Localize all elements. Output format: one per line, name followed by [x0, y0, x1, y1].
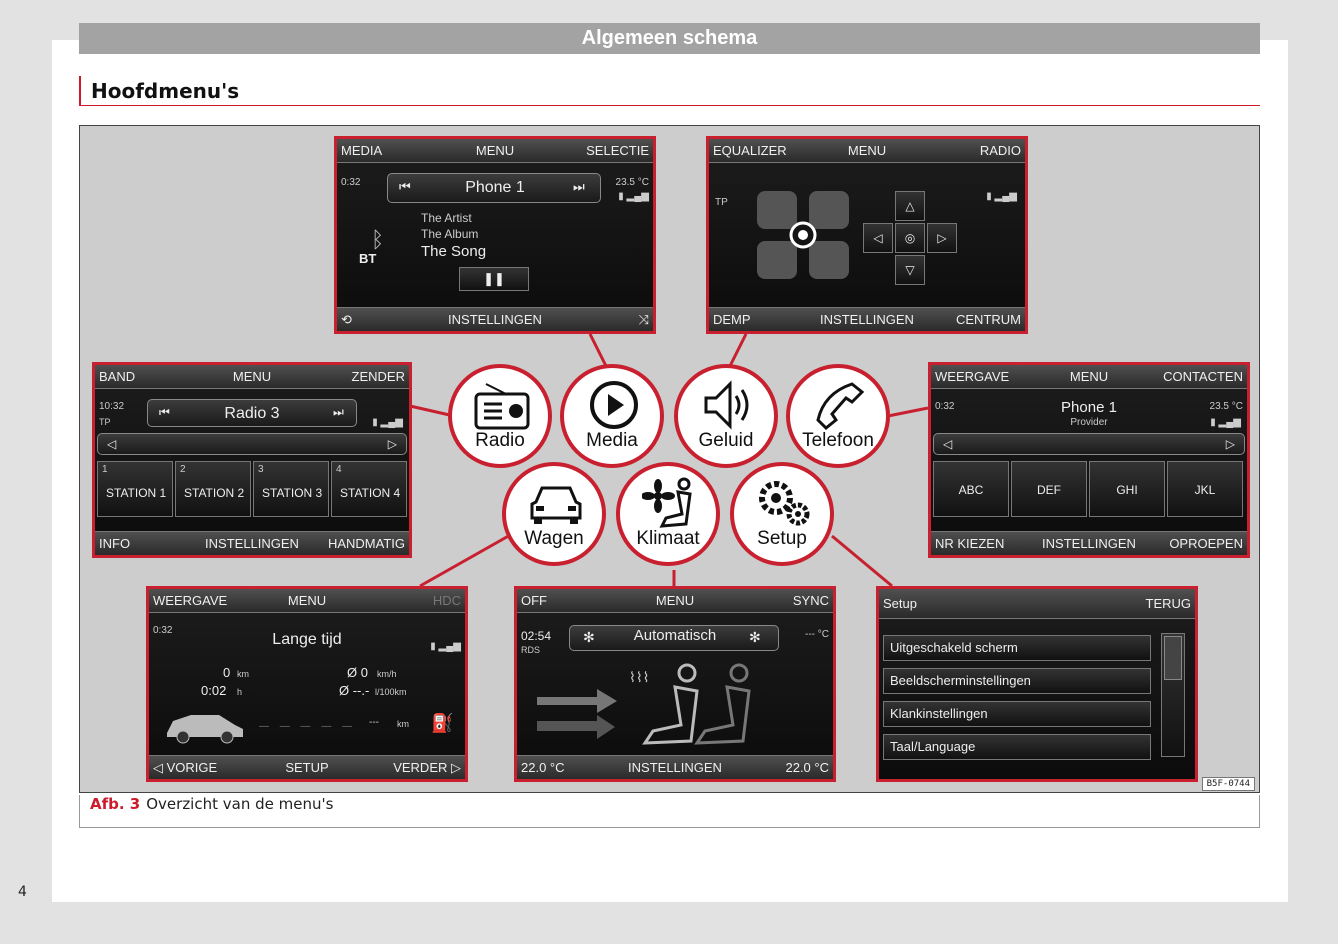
settings-button[interactable]: INSTELLINGEN [448, 312, 542, 327]
gears-icon [756, 476, 812, 530]
signal-icon: ▮ ▂▄▆ [430, 641, 461, 652]
album: The Album [421, 227, 479, 241]
distance-value: 0 [223, 665, 231, 680]
menu-tab[interactable]: MENU [232, 369, 272, 384]
telefoon-menu-button[interactable] [786, 364, 890, 468]
center-button[interactable]: ◎ [895, 223, 925, 253]
oproepen-button[interactable]: OPROEPEN [1169, 536, 1243, 551]
station-name: Radio 3 [224, 405, 280, 422]
klimaat-label: Klimaat [636, 528, 700, 549]
settings-button[interactable]: INSTELLINGEN [820, 312, 914, 327]
figure-code: B5F-0744 [1202, 777, 1255, 791]
radio-menu-button[interactable] [448, 364, 552, 468]
rds-label: RDS [521, 645, 541, 655]
settings-button[interactable]: INSTELLINGEN [205, 536, 299, 551]
section-title: Hoofdmenu's [79, 76, 1260, 106]
zender-tab[interactable]: ZENDER [351, 369, 405, 384]
demp-button[interactable]: DEMP [713, 312, 751, 327]
previous-button[interactable]: ◁ VORIGE [153, 760, 218, 775]
song: The Song [421, 243, 487, 260]
menu-tab[interactable]: MENU [847, 143, 887, 158]
radio-icon [474, 378, 530, 432]
phone-name: Phone 1 [1061, 399, 1117, 416]
speed-unit: km/h [377, 669, 397, 679]
contact-group-button[interactable]: DEF [1011, 461, 1087, 517]
setup-item[interactable]: Beeldscherminstellingen [883, 668, 1151, 694]
contact-scroll-bar[interactable] [933, 433, 1245, 455]
contacten-tab[interactable]: CONTACTEN [1163, 369, 1243, 384]
media-screen [334, 136, 656, 334]
back-button[interactable]: TERUG [1145, 596, 1191, 611]
source-label: BT [359, 251, 377, 266]
preset-button[interactable]: 1 STATION 1 [97, 461, 173, 517]
setup-button[interactable]: SETUP [285, 760, 329, 775]
page-number: 4 [18, 884, 27, 900]
range-value: --- [369, 717, 379, 728]
consumption-unit: l/100km [375, 687, 407, 697]
setup-item[interactable]: Taal/Language [883, 734, 1151, 760]
menu-tab[interactable]: MENU [1069, 369, 1109, 384]
setup-item[interactable]: Klankinstellingen [883, 701, 1151, 727]
repeat-icon[interactable]: ⟲ [341, 312, 352, 327]
avg-speed-value: Ø 0 [347, 665, 368, 680]
duration-value: 0:02 [201, 683, 227, 698]
outside-temp: 23.5 °C [615, 177, 649, 188]
preset-scroll-bar[interactable] [97, 433, 407, 455]
car-icon [163, 707, 247, 745]
outside-temp: --- °C [805, 629, 829, 640]
media-menu-button[interactable] [560, 364, 664, 468]
nr-kiezen-button[interactable]: NR KIEZEN [935, 536, 1005, 551]
radio-screen [92, 362, 412, 558]
consumption-value: Ø --.- [339, 683, 370, 698]
centrum-button[interactable]: CENTRUM [956, 312, 1021, 327]
handmatig-button[interactable]: HANDMATIG [327, 536, 405, 551]
preset-button[interactable]: 3 STATION 3 [253, 461, 329, 517]
clock: 10:32 [99, 401, 125, 412]
setup-title: Setup [883, 596, 917, 611]
figure-caption [79, 795, 1260, 828]
menu-tab[interactable]: MENU [655, 593, 695, 608]
clock: 02:54 [521, 629, 552, 643]
signal-icon: ▮ ▂▄▆ [986, 191, 1017, 202]
play-icon [586, 378, 642, 432]
klimaat-menu-button[interactable] [616, 462, 720, 566]
preset-button[interactable]: 4 STATION 4 [331, 461, 407, 517]
equalizer-tab[interactable]: EQUALIZER [713, 143, 787, 158]
wagen-menu-button[interactable] [502, 462, 606, 566]
band-tab[interactable]: BAND [99, 369, 136, 384]
settings-button[interactable]: INSTELLINGEN [1042, 536, 1136, 551]
next-icon[interactable]: ⏭ [573, 179, 585, 194]
signal-icon: ▮ ▂▄▆ [1210, 417, 1241, 428]
caption-text: Overzicht van de menu's [146, 795, 334, 813]
radio-label: Radio [475, 430, 525, 451]
prev-icon[interactable]: ⏮ [399, 179, 411, 194]
airflow-arrows [537, 687, 627, 743]
up-arrow-button[interactable]: △ [895, 191, 925, 221]
outside-temp: 23.5 °C [1209, 401, 1243, 412]
tp-label: TP [99, 417, 111, 427]
signal-icon: ▮ ▂▄▆ [372, 417, 403, 428]
next-button[interactable]: VERDER ▷ [393, 760, 461, 775]
fan-icon[interactable]: ✻ [583, 629, 595, 645]
chapter-header: Algemeen schema [79, 23, 1260, 54]
contact-group-button[interactable]: GHI [1089, 461, 1165, 517]
seat-icon [635, 661, 765, 749]
scrollbar[interactable] [1161, 633, 1185, 757]
left-arrow-button[interactable]: ◁ [863, 223, 893, 253]
track-title: Phone 1 [465, 179, 525, 196]
telefoon-label: Telefoon [802, 430, 874, 451]
shuffle-icon[interactable]: ⤨ [638, 312, 649, 327]
scroll-left-icon[interactable]: ◁ [943, 437, 953, 451]
clock: 0:32 [153, 625, 173, 636]
bluetooth-icon: ᛒ [371, 227, 385, 252]
range-unit: km [397, 719, 409, 729]
klimaat-screen [514, 586, 836, 782]
speaker-icon [700, 378, 756, 432]
hdc-tab[interactable]: HDC [432, 593, 461, 608]
selectie-tab[interactable]: SELECTIE [586, 143, 649, 158]
sync-tab[interactable]: SYNC [792, 593, 829, 608]
mode-label: Automatisch [633, 627, 717, 644]
clock: 0:32 [341, 177, 361, 188]
defrost-icon[interactable]: ⌇⌇⌇ [629, 669, 650, 685]
fan-icon[interactable]: ✻ [749, 629, 761, 645]
contact-group-button[interactable]: ABC [933, 461, 1009, 517]
clock: 0:32 [935, 401, 955, 412]
contact-group-button[interactable]: JKL [1167, 461, 1243, 517]
geluid-label: Geluid [698, 430, 754, 451]
down-arrow-button[interactable]: ▽ [895, 255, 925, 285]
right-temp[interactable]: 22.0 °C [785, 760, 829, 775]
next-icon[interactable]: ⏭ [333, 405, 344, 419]
prev-icon[interactable]: ⏮ [159, 405, 170, 419]
car-front-icon [528, 476, 584, 530]
setup-label: Setup [757, 528, 807, 549]
setup-menu-button[interactable] [730, 462, 834, 566]
caption-label: Afb. 3 [90, 795, 141, 813]
fuel-pump-icon: ⛽ [431, 713, 454, 733]
wagen-screen [146, 586, 468, 782]
tp-label: TP [715, 197, 728, 208]
radio-tab[interactable]: RADIO [979, 143, 1021, 158]
provider-name: Provider [1070, 417, 1108, 428]
scroll-right-icon[interactable]: ▷ [387, 437, 397, 451]
setup-item[interactable]: Uitgeschakeld scherm [883, 635, 1151, 661]
figure-overview [79, 125, 1260, 793]
settings-button[interactable]: INSTELLINGEN [628, 760, 722, 775]
duration-unit: h [237, 687, 243, 697]
climate-icon [642, 476, 698, 530]
geluid-menu-button[interactable] [674, 364, 778, 468]
scroll-right-icon[interactable]: ▷ [1225, 437, 1235, 451]
off-tab[interactable]: OFF [521, 593, 547, 608]
media-label: Media [586, 430, 638, 451]
distance-unit: km [237, 669, 249, 679]
phone-icon [812, 378, 868, 432]
menu-tab[interactable]: MENU [287, 593, 327, 608]
signal-icon: ▮ ▂▄▆ [618, 191, 649, 202]
pause-button[interactable]: ❚❚ [459, 267, 529, 291]
left-temp[interactable]: 22.0 °C [521, 760, 565, 775]
preset-button[interactable]: 2 STATION 2 [175, 461, 251, 517]
weergave-tab[interactable]: WEERGAVE [153, 593, 228, 608]
info-button[interactable]: INFO [99, 536, 131, 551]
geluid-screen [706, 136, 1028, 334]
telefoon-screen [928, 362, 1250, 558]
seat-balance-graphic [751, 183, 855, 287]
scrollbar-thumb[interactable] [1164, 636, 1182, 680]
menu-tab[interactable]: MENU [475, 143, 515, 158]
stats-title: Lange tijd [272, 631, 342, 648]
scroll-left-icon[interactable]: ◁ [107, 437, 117, 451]
weergave-tab[interactable]: WEERGAVE [935, 369, 1010, 384]
artist: The Artist [421, 211, 472, 225]
setup-screen [876, 586, 1198, 782]
right-arrow-button[interactable]: ▷ [927, 223, 957, 253]
range-bar: — — — — — [259, 721, 357, 732]
wagen-label: Wagen [524, 528, 584, 549]
media-tab[interactable]: MEDIA [341, 143, 383, 158]
